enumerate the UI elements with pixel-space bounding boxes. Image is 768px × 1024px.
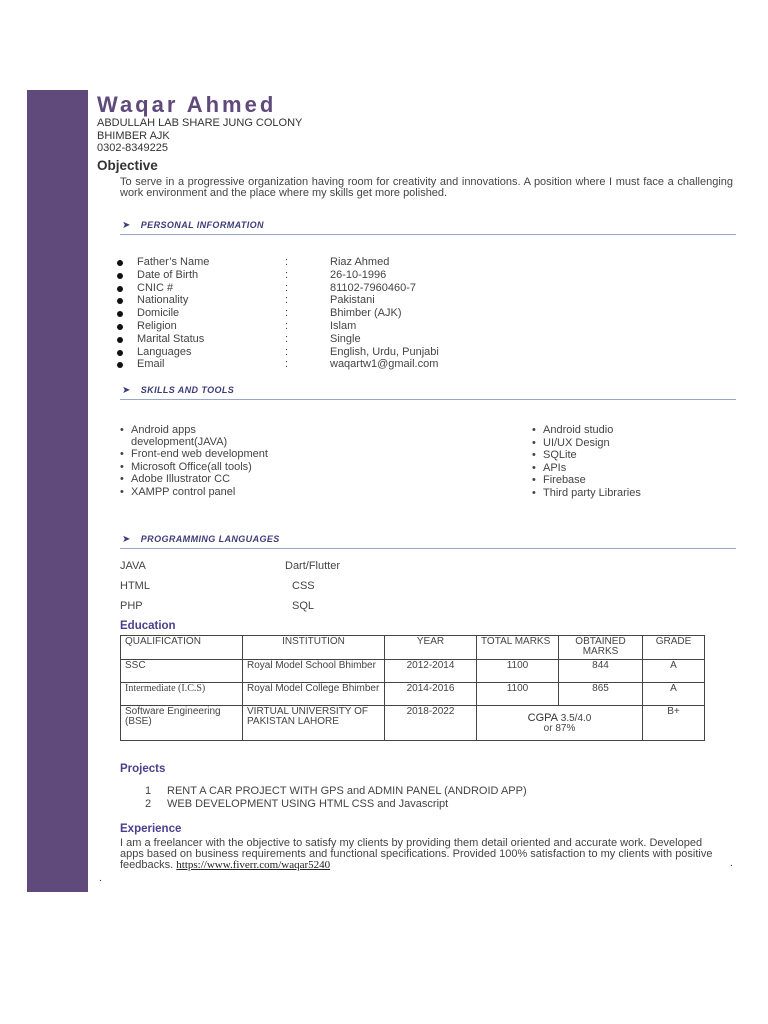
arrow-bullet-icon: ➤ xyxy=(122,534,131,545)
bullet-icon xyxy=(117,350,123,356)
stray-mark: . xyxy=(99,873,102,884)
stray-mark: . xyxy=(730,858,733,869)
section-title: PROGRAMMING LANGUAGES xyxy=(140,534,280,544)
section-title: PERSONAL INFORMATION xyxy=(140,220,264,230)
field-separator: : xyxy=(285,332,289,345)
table-row xyxy=(121,660,705,683)
fiverr-profile-link[interactable]: https://www.fiverr.com/waqar5240 xyxy=(176,859,331,872)
item-number: 1 xyxy=(145,785,152,797)
field-label: Religion xyxy=(137,320,177,332)
skill-item: • APIs xyxy=(532,463,642,475)
field-separator: : xyxy=(285,256,289,268)
field-separator: : xyxy=(285,345,289,358)
field-label: Date of Birth xyxy=(137,268,199,281)
section-title: SKILLS AND TOOLS xyxy=(140,385,235,395)
skill-item: • XAMPP control panel xyxy=(120,487,290,499)
field-label: Nationality xyxy=(137,294,189,307)
field-value: waqartw1@gmail.com xyxy=(330,358,439,371)
year-cell: 2018-2022 xyxy=(385,706,477,741)
grade-cell: B+ xyxy=(643,706,705,741)
total-marks-cell: 1100 xyxy=(477,660,559,683)
table-row xyxy=(121,706,705,741)
education-heading: Education xyxy=(120,620,176,632)
grade-cell: A xyxy=(643,683,705,706)
language-item: HTML xyxy=(120,580,150,592)
field-value: 81102-7960460-7 xyxy=(330,281,417,294)
column-header: INSTITUTION xyxy=(243,636,385,660)
bullet-icon xyxy=(117,337,123,343)
skill-item: • Android studio xyxy=(532,425,642,437)
address-line-2: BHIMBER AJK xyxy=(97,129,170,142)
experience-body: I am a freelancer with the objective to satisfy my clients by providing them detail oriented and accurate work. Developed apps based on business requirements and functional specifications. Provided 100% satisfaction to my clients with positive feedbacks. xyxy=(120,837,713,872)
cgpa-value: 3.5/4.0 xyxy=(560,712,592,724)
item-text: WEB DEVELOPMENT USING HTML CSS and Javascript xyxy=(167,798,449,810)
bullet-icon xyxy=(117,286,123,292)
field-label: Father’s Name xyxy=(137,256,210,268)
institution-cell: Royal Model School Bhimber xyxy=(243,660,385,683)
programming-heading xyxy=(122,534,280,545)
skill-item: • Android apps development(JAVA) xyxy=(120,425,290,448)
bullet-icon xyxy=(117,324,123,330)
section-divider xyxy=(120,548,736,549)
item-number: 2 xyxy=(145,798,152,810)
table-header-row xyxy=(121,636,705,660)
field-value: English, Urdu, Punjabi xyxy=(330,345,439,358)
cgpa-cell xyxy=(477,706,643,741)
year-cell: 2014-2016 xyxy=(385,683,477,706)
obtained-marks-cell: 844 xyxy=(559,660,643,683)
personal-info-heading xyxy=(122,220,264,231)
skill-item: • Firebase xyxy=(532,475,642,487)
skill-item: • UI/UX Design xyxy=(532,438,642,450)
year-cell: 2012-2014 xyxy=(385,660,477,683)
field-label: Domicile xyxy=(137,307,180,320)
qualification-cell: SSC xyxy=(121,660,243,683)
language-item: Dart/Flutter xyxy=(285,560,341,572)
skills-list-left xyxy=(120,425,290,500)
field-value: Riaz Ahmed xyxy=(330,256,390,268)
skill-item: • Front-end web development xyxy=(120,449,290,461)
field-separator: : xyxy=(285,268,289,281)
table-row xyxy=(121,683,705,706)
column-header: YEAR xyxy=(385,636,477,660)
qualification-cell: Intermediate (I.C.S) xyxy=(121,683,243,706)
contact-block xyxy=(97,117,302,155)
sidebar-accent-bar xyxy=(27,90,88,892)
field-value: Single xyxy=(330,332,361,345)
bullet-icon xyxy=(117,311,123,317)
experience-text xyxy=(120,838,720,872)
grade-cell: A xyxy=(643,660,705,683)
column-header: GRADE xyxy=(643,636,705,660)
phone-number: 0302-8349225 xyxy=(97,142,168,154)
projects-heading: Projects xyxy=(120,763,166,775)
field-separator: : xyxy=(285,358,289,371)
total-marks-cell: 1100 xyxy=(477,683,559,706)
cgpa-percent: or 87% xyxy=(543,722,576,734)
candidate-name: Waqar Ahmed xyxy=(97,92,277,117)
obtained-marks-cell: 865 xyxy=(559,683,643,706)
institution-cell: VIRTUAL UNIVERSITY OF PAKISTAN LAHORE xyxy=(243,706,385,741)
language-item: SQL xyxy=(292,600,315,612)
column-header: OBTAINED MARKS xyxy=(559,636,643,660)
field-separator: : xyxy=(285,320,289,332)
bullet-icon xyxy=(117,362,123,368)
skill-item: • Adobe Illustrator CC xyxy=(120,474,290,486)
field-label: Marital Status xyxy=(137,332,205,345)
field-value: Bhimber (AJK) xyxy=(330,307,402,320)
field-value: Pakistani xyxy=(330,294,375,307)
field-value: Islam xyxy=(330,320,357,332)
field-separator: : xyxy=(285,281,289,294)
skill-item: • SQLite xyxy=(532,450,642,462)
cgpa-label: CGPA xyxy=(527,711,558,724)
language-item: CSS xyxy=(292,580,315,592)
bullet-icon xyxy=(117,260,123,266)
arrow-bullet-icon: ➤ xyxy=(122,385,131,396)
qualification-cell: Software Engineering (BSE) xyxy=(121,706,243,741)
address-line-1: ABDULLAH LAB SHARE JUNG COLONY xyxy=(97,117,303,129)
bullet-icon xyxy=(117,298,123,304)
field-label: Email xyxy=(137,358,165,371)
field-value: 26-10-1996 xyxy=(330,268,387,281)
language-item: PHP xyxy=(120,600,143,612)
language-item: JAVA xyxy=(120,560,146,572)
section-divider xyxy=(120,399,736,400)
item-text: RENT A CAR PROJECT WITH GPS and ADMIN PANEL (ANDROID APP) xyxy=(167,785,527,797)
institution-cell: Royal Model College Bhimber xyxy=(243,683,385,706)
field-label: Languages xyxy=(137,345,192,358)
column-header: QUALIFICATION xyxy=(121,636,243,660)
column-header: TOTAL MARKS xyxy=(477,636,559,660)
skill-item: • Third party Libraries xyxy=(532,488,642,500)
arrow-bullet-icon: ➤ xyxy=(122,220,131,231)
skills-list-right xyxy=(532,425,642,501)
field-separator: : xyxy=(285,307,289,320)
skills-heading xyxy=(122,385,234,396)
experience-heading: Experience xyxy=(120,823,182,835)
skill-item: • Microsoft Office(all tools) xyxy=(120,462,290,474)
section-divider xyxy=(120,234,736,235)
education-table xyxy=(120,635,705,741)
bullet-icon xyxy=(117,273,123,279)
objective-text: To serve in a progressive organization having room for creativity and innovations. A position where I must face a challenging work environment and the place where my skills get more polished. xyxy=(120,176,733,199)
field-separator: : xyxy=(285,294,289,307)
objective-heading: Objective xyxy=(97,158,158,173)
field-label: CNIC # xyxy=(137,281,174,294)
